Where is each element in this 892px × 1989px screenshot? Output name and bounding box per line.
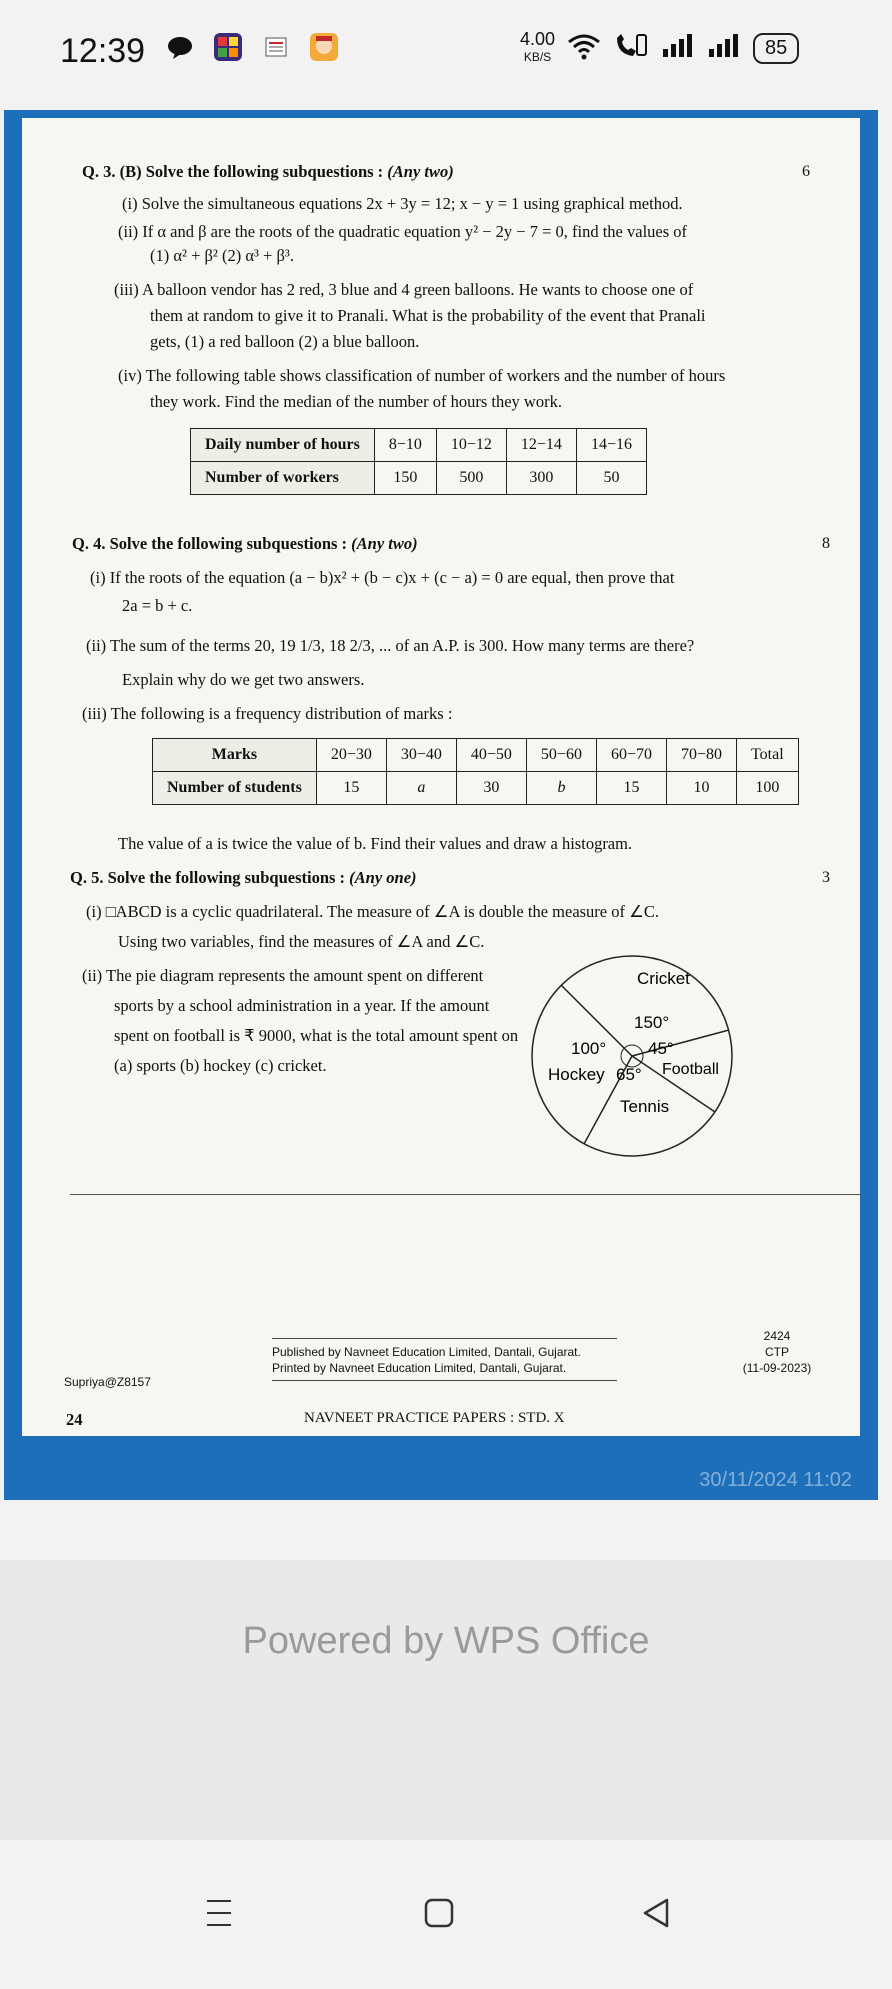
sports-pie-diagram xyxy=(522,946,742,1166)
q3-iv-line2: they work. Find the median of the number of hours they work. xyxy=(150,392,562,411)
q5-title: Q. 5. Solve the following subquestions : xyxy=(70,868,350,887)
published-by: Published by Navneet Education Limited, Dantali, Gujarat. xyxy=(272,1345,581,1359)
q5-marks: 3 xyxy=(822,869,830,886)
q4-i-line2: 2a = b + c. xyxy=(122,596,193,615)
table-row xyxy=(191,462,647,495)
section-divider xyxy=(70,1194,862,1195)
photo-timestamp: 30/11/2024 11:02 xyxy=(699,1469,852,1491)
table-cell: 40−50 xyxy=(456,739,526,772)
book-title: NAVNEET PRACTICE PAPERS : STD. X xyxy=(304,1410,565,1426)
pie-label-football: Football xyxy=(662,1061,719,1078)
table-cell: 60−70 xyxy=(596,739,666,772)
printed-by: Printed by Navneet Education Limited, Dantali, Gujarat. xyxy=(272,1361,567,1376)
q5-heading xyxy=(70,864,417,892)
pie-label-hockey: Hockey xyxy=(548,1065,605,1084)
table-cell: 50−60 xyxy=(526,739,596,772)
table-cell: a xyxy=(386,772,456,805)
signal-1-icon xyxy=(661,33,695,64)
q5-ii-line2: sports by a school administration in a year. If the amount xyxy=(114,996,490,1015)
wps-banner xyxy=(0,1560,892,1840)
table-cell: Daily number of hours xyxy=(191,429,375,462)
q3-iii-line3: gets, (1) a red balloon (2) a blue balloon. xyxy=(150,332,420,351)
q4-marks: 8 xyxy=(822,535,830,552)
q4-ii-line1: (ii) The sum of the terms 20, 19 1/3, 18 2/3, ... of an A.P. is 300. How many terms are there? xyxy=(86,636,695,655)
footer-published xyxy=(272,1344,581,1376)
footer-rule-bottom xyxy=(272,1380,617,1381)
wps-banner-text: Powered by WPS Office xyxy=(242,1620,650,1662)
table-cell: 8−10 xyxy=(374,429,436,462)
q3-i: (i) Solve the simultaneous equations 2x + 3y = 12; x − y = 1 using graphical method. xyxy=(122,194,683,213)
q5-ii-line3: spent on football is ₹ 9000, what is the total amount spent on xyxy=(114,1026,519,1045)
network-speed xyxy=(520,30,555,66)
q4-any: (Any two) xyxy=(351,534,418,553)
q5-ii-line4: (a) sports (b) hockey (c) cricket. xyxy=(114,1056,327,1075)
q3-iii-line1: (iii) A balloon vendor has 2 red, 3 blue and 4 green balloons. He wants to choose one of xyxy=(114,280,694,299)
home-icon xyxy=(421,1895,457,1931)
avatar-app-icon xyxy=(309,32,339,62)
footer-codes xyxy=(722,1328,832,1377)
table-cell: 50 xyxy=(576,462,646,495)
footer-code-1: 2424 xyxy=(763,1329,791,1343)
q4-after-table: The value of a is twice the value of b. Find their values and draw a histogram. xyxy=(118,834,633,853)
table-cell: 70−80 xyxy=(666,739,736,772)
document-image xyxy=(4,110,878,1500)
table-cell: Marks xyxy=(153,739,317,772)
q4-iii: (iii) The following is a frequency distribution of marks : xyxy=(82,704,453,723)
table-cell: 10−12 xyxy=(436,429,506,462)
table-cell: Total xyxy=(737,739,799,772)
pie-angle-hockey: 100° xyxy=(571,1039,607,1058)
table-cell: 12−14 xyxy=(506,429,576,462)
q5-ii-line1: (ii) The pie diagram represents the amount spent on different xyxy=(82,966,484,985)
table-cell: 14−16 xyxy=(576,429,646,462)
table-cell: 20−30 xyxy=(316,739,386,772)
status-bar xyxy=(0,0,892,104)
back-button[interactable] xyxy=(632,1888,682,1938)
q3-workers-table xyxy=(190,428,647,495)
pie-label-tennis: Tennis xyxy=(620,1097,670,1116)
table-row xyxy=(153,772,799,805)
speed-unit: KB/S xyxy=(523,50,552,64)
notification-icons xyxy=(165,32,339,62)
table-cell: 30−40 xyxy=(386,739,456,772)
q3-ii-line2: (1) α² + β² (2) α³ + β³. xyxy=(150,246,294,265)
table-cell: 15 xyxy=(596,772,666,805)
menu-button[interactable] xyxy=(194,1888,244,1938)
news-app-icon xyxy=(261,32,291,62)
q4-ii-line2: Explain why do we get two answers. xyxy=(122,670,365,689)
q4-marks-table xyxy=(152,738,799,805)
q5-any: (Any one) xyxy=(349,868,417,887)
table-cell: 100 xyxy=(737,772,799,805)
footer-code-3: (11-09-2023) xyxy=(742,1361,812,1376)
q4-i-line1: (i) If the roots of the equation (a − b)x² + (b − c)x + (c − a) = 0 are equal, then prove that xyxy=(90,568,675,587)
pie-angle-football: 45° xyxy=(648,1039,674,1058)
q4-heading xyxy=(72,530,418,558)
pie-divider xyxy=(632,1030,729,1056)
table-cell: 500 xyxy=(436,462,506,495)
home-button[interactable] xyxy=(414,1888,464,1938)
table-cell: 30 xyxy=(456,772,526,805)
footer-rule-top xyxy=(272,1338,617,1339)
q3-ii-line1: (ii) If α and β are the roots of the quadratic equation y² − 2y − 7 = 0, find the values of xyxy=(118,222,688,241)
pie-angle-cricket: 150° xyxy=(634,1013,670,1032)
table-cell: 15 xyxy=(316,772,386,805)
back-icon xyxy=(639,1895,675,1931)
speed-value: 4.00 xyxy=(520,29,556,49)
table-cell: 10 xyxy=(666,772,736,805)
q5-i-line1: (i) □ABCD is a cyclic quadrilateral. The measure of ∠A is double the measure of ∠C. xyxy=(86,902,660,921)
call-icon xyxy=(613,32,649,65)
q3-marks: 6 xyxy=(802,163,810,180)
q3-iii-line2: them at random to give it to Pranali. What is the probability of the event that Pranali xyxy=(150,306,706,325)
q3-title: Q. 3. (B) Solve the following subquestions : xyxy=(82,162,388,181)
table-cell: 150 xyxy=(374,462,436,495)
q3-iv-line1: (iv) The following table shows classification of number of workers and the number of hours xyxy=(118,366,726,385)
q3-any: (Any two) xyxy=(387,162,454,181)
wifi-icon xyxy=(567,32,601,65)
table-cell: b xyxy=(526,772,596,805)
game-app-icon xyxy=(213,32,243,62)
q4-title: Q. 4. Solve the following subquestions : xyxy=(72,534,352,553)
table-cell: Number of workers xyxy=(191,462,375,495)
q3-heading xyxy=(82,158,454,186)
navigation-bar xyxy=(0,1840,892,1989)
exam-paper-page xyxy=(22,118,860,1436)
pie-angle-tennis: 65° xyxy=(616,1065,642,1084)
footer-user-id: Supriya@Z8157 xyxy=(64,1375,151,1389)
chat-icon xyxy=(165,32,195,62)
signal-2-icon xyxy=(707,33,741,64)
table-row xyxy=(191,429,647,462)
table-row xyxy=(153,739,799,772)
pie-label-cricket: Cricket xyxy=(637,969,690,988)
table-cell: 300 xyxy=(506,462,576,495)
clock: 12:39 xyxy=(60,32,146,70)
page-number: 24 xyxy=(66,1410,83,1429)
system-indicators xyxy=(520,30,799,66)
table-cell: Number of students xyxy=(153,772,317,805)
footer-code-2: CTP xyxy=(765,1345,789,1360)
menu-icon xyxy=(201,1895,237,1931)
q5-i-line2: Using two variables, find the measures of ∠A and ∠C. xyxy=(118,932,485,951)
battery-indicator: 85 xyxy=(753,33,799,64)
